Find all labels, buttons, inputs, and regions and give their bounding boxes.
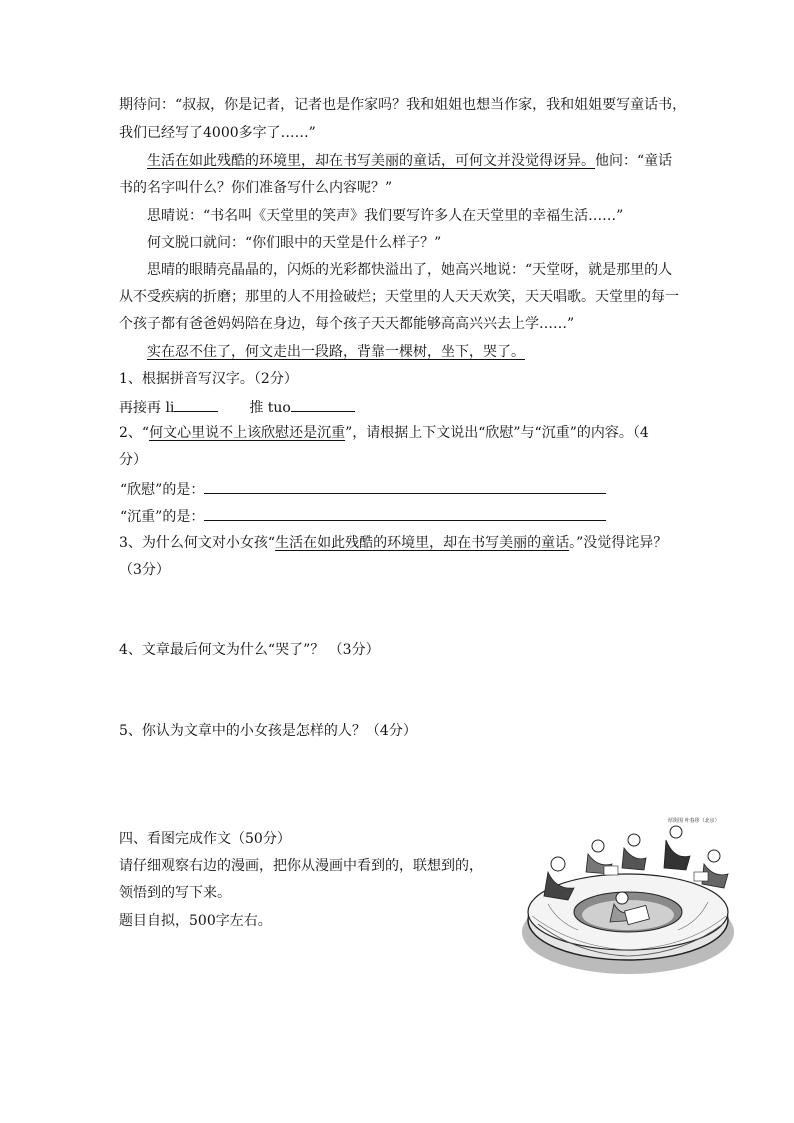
question-1-items	[119, 397, 355, 417]
q1-item-b: 推 tuo	[249, 400, 291, 416]
passage-line: 期待问：“叔叔，你是记者，记者也是作家吗？我和姐姐也想当作家，我和姐姐要写童话书，	[119, 97, 687, 113]
underlined-sentence: 生活在如此残酷的环境里，却在书写美丽的童话，可何文并没觉得讶异。	[147, 153, 595, 169]
question-3	[119, 534, 667, 552]
question-5: 5、你认为文章中的小女孩是怎样的人？（4分）	[119, 723, 417, 739]
answer-line-a[interactable]	[204, 479, 606, 494]
question-2-cont: 分）	[119, 452, 147, 468]
q2-prefix: 2、“	[119, 425, 150, 441]
cartoon-image	[518, 812, 754, 978]
passage-line: 何文脱口就问：“你们眼中的天堂是什么样子？”	[147, 235, 442, 251]
answer-blank-b[interactable]	[291, 397, 355, 412]
passage-text: 他问：“童话	[595, 153, 673, 169]
answer-blank-a[interactable]	[174, 397, 218, 412]
q2-label-a: “欣慰”的是：	[120, 482, 205, 498]
q3-quote: 生活在如此残酷的环境里，却在书写美丽的童话	[275, 535, 570, 551]
passage-line: 个孩子都有爸爸妈妈陪在身边，每个孩子天天都能够高高兴兴去上学……”	[119, 316, 575, 332]
composition-text: 领悟到的写下来。	[119, 885, 231, 901]
q2-suffix: ”，请根据上下文说出“欣慰”与“沉重”的内容。（4	[345, 425, 649, 441]
question-3-cont: （3分）	[119, 562, 170, 578]
q2-answer-b	[120, 506, 606, 526]
underlined-sentence: 实在忍不住了，何文走出一段路，背靠一棵树，坐下，哭了。	[147, 344, 525, 360]
composition-text: 题目自拟，500字左右。	[119, 913, 272, 929]
cartoon-caption: 厚街围 叶春彤（北京）	[668, 818, 720, 824]
q2-answer-a	[120, 479, 606, 499]
q1-item-a: 再接再 li	[119, 400, 175, 416]
q3-prefix: 3、为什么何文对小女孩“	[119, 535, 276, 551]
answer-line-b[interactable]	[204, 506, 606, 521]
passage-line	[147, 152, 672, 170]
q2-quote: 何文心里说不上该欣慰还是沉重	[149, 425, 346, 441]
passage-line: 书的名字叫什么？你们准备写什么内容呢？”	[119, 180, 393, 196]
composition-heading: 四、看图完成作文（50分）	[119, 831, 291, 847]
composition-text: 请仔细观察右边的漫画，把你从漫画中看到的，联想到的，	[119, 858, 483, 874]
passage-line: 思晴说：“书名叫《天堂里的笑声》我们要写许多人在天堂里的幸福生活……”	[147, 208, 624, 224]
passage-line: 从不受疾病的折磨；那里的人不用捡破烂；天堂里的人天天欢笑，天天唱歌。天堂里的每一	[119, 289, 679, 305]
question-2	[119, 424, 649, 442]
q2-label-b: “沉重”的是：	[120, 509, 205, 525]
question-1: 1、根据拼音写汉字。（2分）	[119, 371, 298, 387]
passage-line: 思晴的眼睛亮晶晶的，闪烁的光彩都快溢出了，她高兴地说：“天堂呀，就是那里的人	[147, 262, 673, 278]
passage-line: 我们已经写了4000多字了……”	[119, 125, 316, 141]
q3-suffix: 。”没觉得诧异？	[569, 535, 668, 551]
question-4: 4、文章最后何文为什么“哭了”？ （3分）	[119, 642, 380, 658]
